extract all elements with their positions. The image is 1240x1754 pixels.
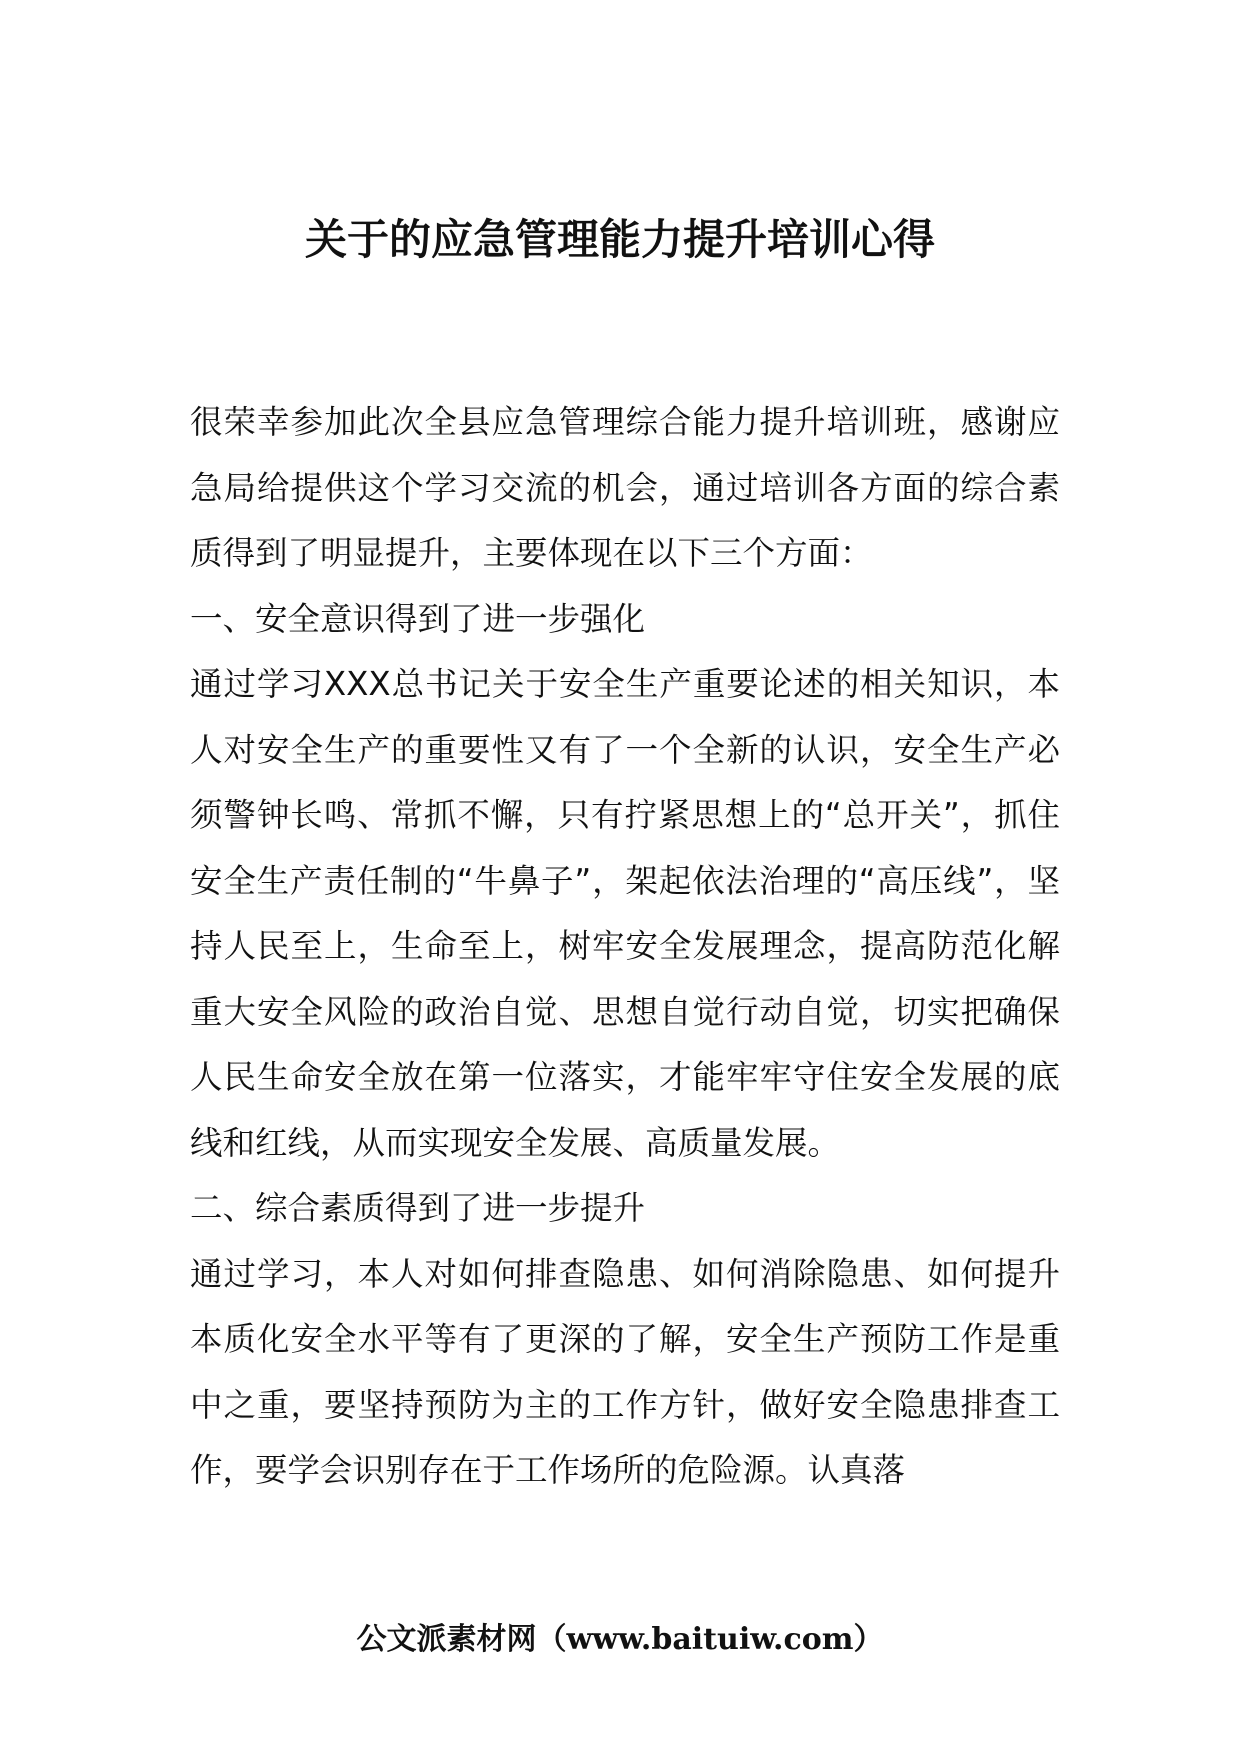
footer-watermark-text: 公文派素材网（www.baituiw.com）	[356, 1622, 884, 1657]
section-heading-1: 一、安全意识得到了进一步强化	[190, 599, 646, 638]
section-paragraph-1: 通过学习XXX总书记关于安全生产重要论述的相关知识，本人对安全生产的重要性又有了一个全新的认识，安全生产必须警钟长鸣、常抓不懈，只有拧紧思想上的“总开关”，抓住安全生产责任制的“牛鼻子”，架起依法治理的“高压线”，坚持人民至上，生命至上，树牢安全发展理念，提高防范化解重大安全风险的政治自觉、思想自觉行动自觉，切实把确保人民生命安全放在第一位落实，才能牢牢守住安全发展的底线和红线，从而实现安全发展、高质量发展。	[190, 665, 1060, 1162]
document-title: 关于的应急管理能力提升培训心得	[304, 215, 935, 264]
document-body	[190, 390, 1060, 1504]
intro-paragraph: 很荣幸参加此次全县应急管理综合能力提升培训班，感谢应急局给提供这个学习交流的机会，通过培训各方面的综合素质得到了明显提升，主要体现在以下三个方面：	[190, 403, 1060, 572]
section-paragraph-2: 通过学习，本人对如何排查隐患、如何消除隐患、如何提升本质化安全水平等有了更深的了解，安全生产预防工作是重中之重，要坚持预防为主的工作方针，做好安全隐患排查工作，要学会识别存在于工作场所的危险源。认真落	[190, 1254, 1060, 1489]
section-heading-2: 二、综合素质得到了进一步提升	[190, 1189, 646, 1227]
